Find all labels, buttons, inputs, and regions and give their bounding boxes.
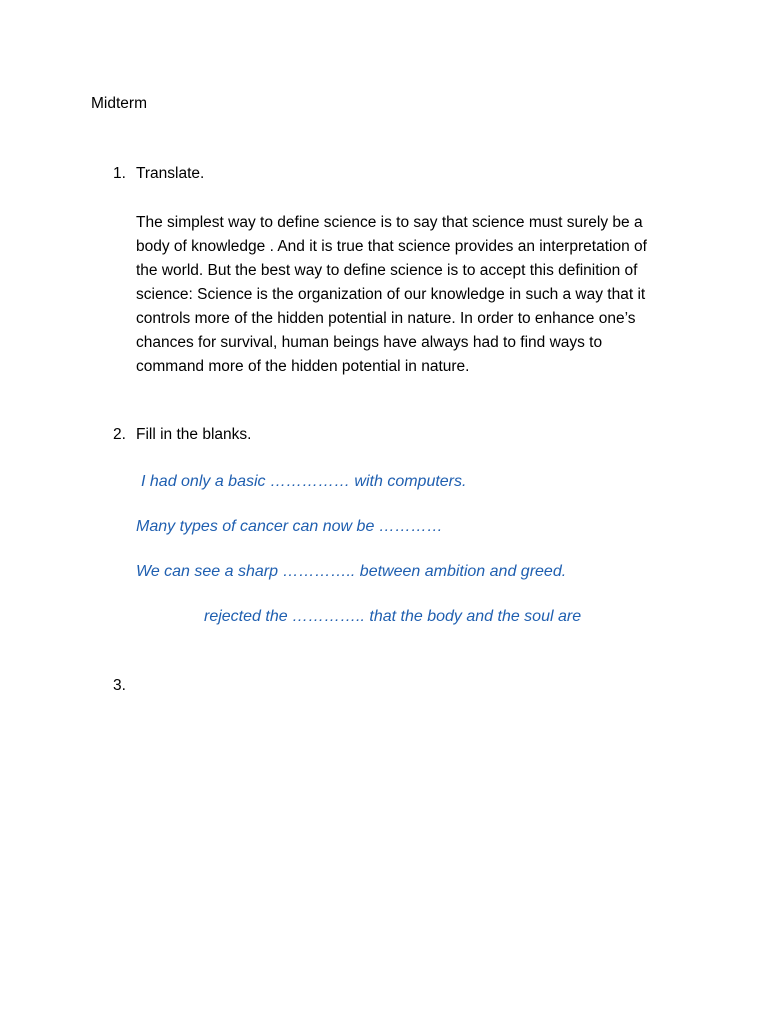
paragraph-line: command more of the hidden potential in nature. (136, 358, 470, 375)
question-2-label: Fill in the blanks. (136, 426, 252, 443)
paragraph-line: chances for survival, human beings have always had to find ways to (136, 334, 603, 351)
blank-sentence-4: rejected the ………….. that the body and the soul are (204, 608, 582, 625)
question-1-number: 1. (113, 165, 126, 182)
paragraph-line: body of knowledge . And it is true that science provides an interpretation of (136, 238, 647, 255)
blank-sentence-1: I had only a basic …………… with computers. (141, 473, 467, 490)
paragraph-line: controls more of the hidden potential in nature. In order to enhance one’s (136, 310, 636, 327)
blank-sentence-2: Many types of cancer can now be ………… (136, 518, 443, 535)
paragraph-line: science: Science is the organization of our knowledge in such a way that it (136, 286, 646, 303)
document-title: Midterm (91, 95, 147, 112)
translation-paragraph (136, 211, 661, 379)
blank-sentence-3: We can see a sharp ………….. between ambition and greed. (136, 563, 567, 580)
question-2-number: 2. (113, 426, 126, 443)
paragraph-line: the world. But the best way to define science is to accept this definition of (136, 262, 638, 279)
question-3-number: 3. (113, 677, 126, 694)
paragraph-line: The simplest way to define science is to say that science must surely be a (136, 214, 643, 231)
question-1-label: Translate. (136, 165, 205, 182)
